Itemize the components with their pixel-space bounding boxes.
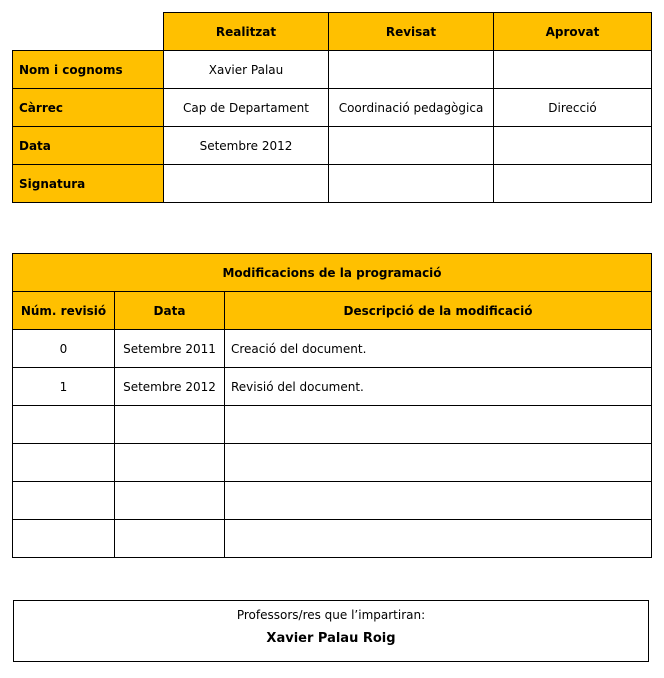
professors-name: Xavier Palau Roig xyxy=(266,631,396,646)
modifications-table xyxy=(12,253,652,558)
approval-cell xyxy=(329,165,494,203)
revision-number xyxy=(13,520,115,558)
revision-description xyxy=(225,444,652,482)
approval-cell xyxy=(494,127,652,165)
approval-cell: Cap de Departament xyxy=(164,89,329,127)
approval-header-aprovat: Aprovat xyxy=(494,13,652,51)
approval-cell xyxy=(494,165,652,203)
approval-cell: Coordinació pedagògica xyxy=(329,89,494,127)
approval-cell: Direcció xyxy=(494,89,652,127)
modifications-header-data: Data xyxy=(115,292,225,330)
revision-date xyxy=(115,482,225,520)
approval-header-row xyxy=(13,13,652,51)
approval-header-realitzat: Realitzat xyxy=(164,13,329,51)
table-row xyxy=(13,406,652,444)
approval-cell xyxy=(329,127,494,165)
revision-date xyxy=(115,444,225,482)
table-row xyxy=(13,520,652,558)
table-row xyxy=(13,330,652,368)
revision-number: 0 xyxy=(13,330,115,368)
approval-cell xyxy=(329,51,494,89)
approval-table xyxy=(12,12,652,203)
approval-corner-cell xyxy=(13,13,164,51)
approval-row-label: Data xyxy=(13,127,164,165)
modifications-header-num: Núm. revisió xyxy=(13,292,115,330)
revision-description xyxy=(225,482,652,520)
revision-description xyxy=(225,406,652,444)
approval-row-label: Signatura xyxy=(13,165,164,203)
revision-number: 1 xyxy=(13,368,115,406)
professors-label: Professors/res que l’impartiran: xyxy=(236,608,426,622)
approval-header-revisat: Revisat xyxy=(329,13,494,51)
modifications-header-descripcio: Descripció de la modificació xyxy=(225,292,652,330)
revision-date xyxy=(115,406,225,444)
revision-description: Creació del document. xyxy=(225,330,652,368)
modifications-title-row xyxy=(13,254,652,292)
approval-row-nom xyxy=(13,51,652,89)
revision-date xyxy=(115,520,225,558)
professors-box xyxy=(13,600,649,662)
approval-row-data xyxy=(13,127,652,165)
approval-row-label: Càrrec xyxy=(13,89,164,127)
approval-cell: Xavier Palau xyxy=(164,51,329,89)
approval-cell: Setembre 2012 xyxy=(164,127,329,165)
table-row xyxy=(13,368,652,406)
table-row xyxy=(13,482,652,520)
approval-cell xyxy=(164,165,329,203)
approval-row-signatura xyxy=(13,165,652,203)
revision-number xyxy=(13,444,115,482)
revision-description xyxy=(225,520,652,558)
modifications-title: Modificacions de la programació xyxy=(13,254,652,292)
revision-date: Setembre 2011 xyxy=(115,330,225,368)
revision-number xyxy=(13,406,115,444)
approval-row-label: Nom i cognoms xyxy=(13,51,164,89)
revision-date: Setembre 2012 xyxy=(115,368,225,406)
revision-number xyxy=(13,482,115,520)
modifications-header-row xyxy=(13,292,652,330)
table-row xyxy=(13,444,652,482)
revision-description: Revisió del document. xyxy=(225,368,652,406)
approval-row-carrec xyxy=(13,89,652,127)
approval-cell xyxy=(494,51,652,89)
